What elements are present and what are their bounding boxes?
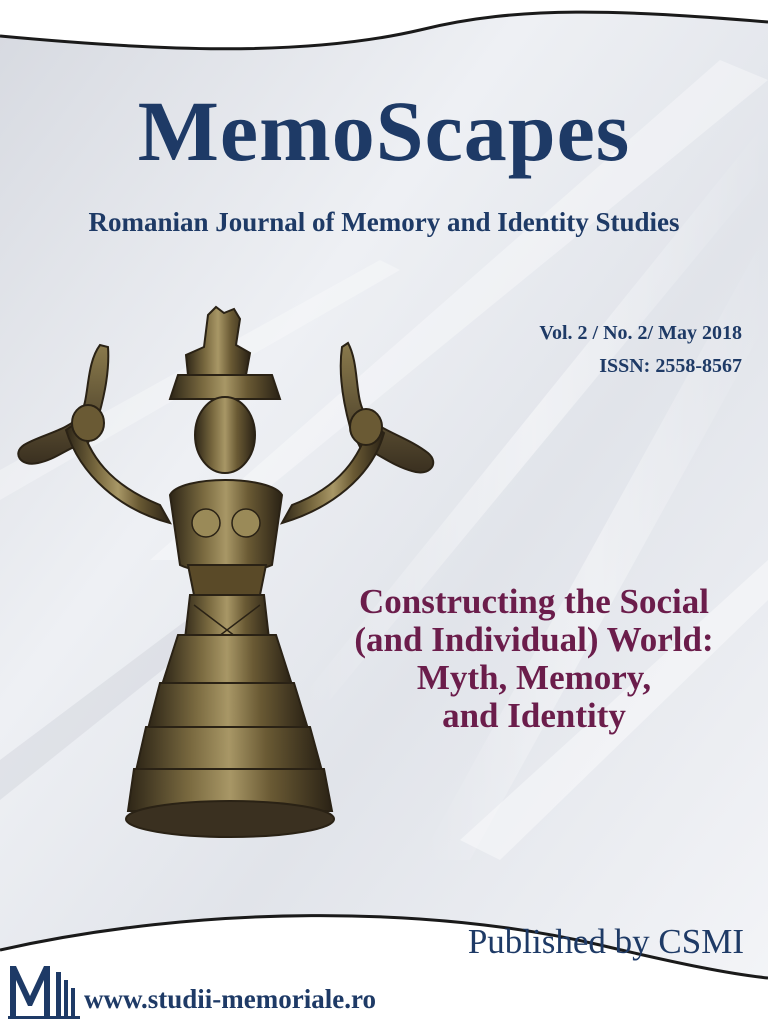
issue-volume: Vol. 2 / No. 2/ May 2018 (539, 322, 742, 344)
journal-subtitle: Romanian Journal of Memory and Identity Studies (88, 207, 680, 237)
issue-theme (300, 583, 768, 736)
issue-issn: ISSN: 2558-8567 (599, 355, 742, 377)
theme-line-3: Myth, Memory, (416, 658, 652, 698)
theme-line-2: (and Individual) World: (354, 620, 714, 660)
website-link[interactable]: www.studii-memoriale.ro (84, 984, 376, 1014)
snake-goddess-figurine (10, 305, 450, 845)
theme-line-1: Constructing the Social (359, 582, 709, 621)
theme-line-4: and Identity (442, 696, 626, 736)
journal-title: MemoScapes (137, 83, 631, 179)
csmi-logo-icon (6, 958, 82, 1020)
publisher-line: Published by CSMI (467, 922, 744, 961)
